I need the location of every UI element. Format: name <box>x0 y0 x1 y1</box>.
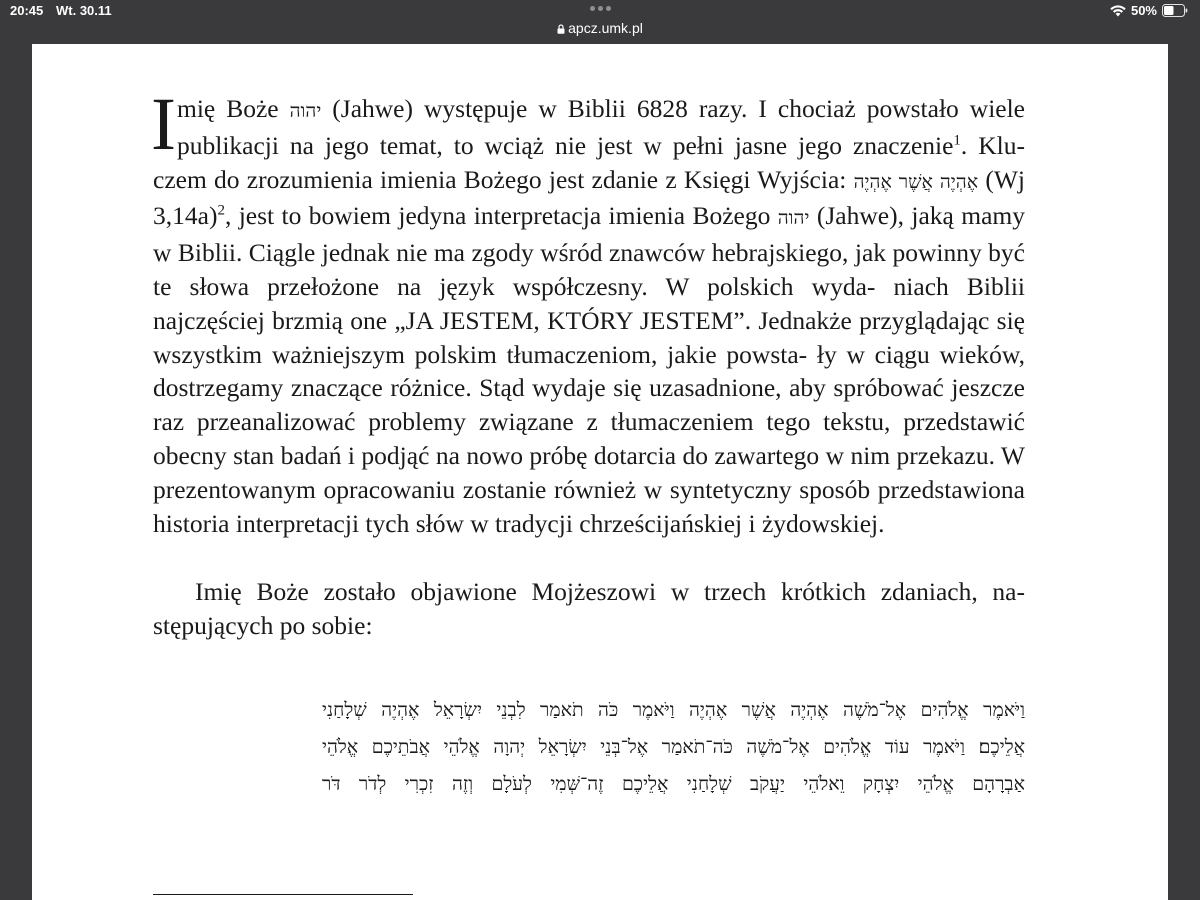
document-page[interactable] <box>32 44 1168 900</box>
hebrew-line-1: וַיֹּאמֶר אֱלֹהִים אֶל־מֹשֶׁה אֶהְיֶה אֲשֶׁר אֶהְיֶה וַיֹּאמֶר כֹּה תֹאמַר לִבְנֵי יִשְׂרָאֵל אֶהְיֶה שְׁלָחַנִי <box>322 699 1025 721</box>
p1-l6: niach Biblii najczęściej brzmią one „JA JESTEM, KTÓRY JESTEM”. Jednakże <box>153 271 1025 335</box>
body-text <box>151 83 1026 643</box>
p1-l0-a: mię Boże <box>176 94 290 123</box>
wifi-icon <box>1110 5 1126 17</box>
p1-l13: chrześcijańskiej i żydowskiej. <box>579 508 885 538</box>
hebrew-tetragrammaton: יהוה <box>289 100 322 122</box>
p1-l9: aby spróbować jeszcze raz przeanalizować problemy związane z tłumaczeniem <box>153 373 1025 437</box>
status-right <box>1110 3 1188 18</box>
p1-l3-c: (Jahwe), <box>809 201 904 231</box>
dot <box>606 6 611 11</box>
drop-cap: I <box>151 83 176 166</box>
footnote-ref-2[interactable]: 2 <box>217 202 225 219</box>
status-time: 20:45 <box>10 3 44 18</box>
p1-l1-b: . Klu- <box>960 130 1025 160</box>
p1-l3-a: (Wj 3,14a) <box>153 164 1026 231</box>
dot <box>590 6 595 11</box>
hebrew-line-2: אֲלֵיכֶם׃ וַיֹּאמֶר עוֹד אֱלֹהִים אֶל־מֹשֶׁה כֹּה־תֹאמַר אֶל־בְּנֵי יִשְׂרָאֵל יְהוָה אֱלֹהֵי אֲבֹתֵיכֶם אֱלֹהֵי <box>322 736 1025 758</box>
lock-icon <box>557 21 565 31</box>
hebrew-tetragrammaton-2: יהוה <box>777 207 810 230</box>
browser-url-bar[interactable] <box>0 22 1200 44</box>
battery-icon <box>1162 4 1188 17</box>
p1-l0-b: (Jahwe) występuje w Biblii 6828 razy. I chociaż powstało wiele <box>321 94 1025 123</box>
url-text: apcz.umk.pl <box>568 20 643 36</box>
paragraph-2 <box>153 575 1025 643</box>
p1-l11: zawartego w nim przekazu. W prezentowanym opracowaniu zostanie również <box>153 440 1025 504</box>
p1-l3-b: , jest to bowiem jedyna interpretacja imienia Bożego <box>224 201 778 231</box>
tab-overview-dots[interactable] <box>588 6 612 12</box>
battery-percent: 50% <box>1130 3 1157 18</box>
p2-l0: Imię Boże zostało objawione Mojżeszowi w trzech krótkich zdaniach, na- <box>195 577 1025 607</box>
p1-l7: przyglądając się wszystkim ważniejszym polskim tłumaczeniom, jakie powsta- <box>153 305 1026 369</box>
dot <box>598 6 603 11</box>
address-field[interactable] <box>0 20 1200 36</box>
hebrew-line-3: אַבְרָהָם אֱלֹהֵי יִצְחָק וֵאלֹהֵי יַעֲקֹב שְׁלָחַנִי אֲלֵיכֶם זֶה־שְּׁמִי לְעֹלָם וְזֶה זִכְרִי לְדֹר דֹּר <box>322 773 1025 795</box>
p1-l2-a: czem do zrozumienia imienia Bożego jest zdanie z Księgi Wyjścia: <box>153 164 854 194</box>
p1-l4: jaką mamy w Biblii. Ciągle jednak nie ma zgody wśród znawców hebrajskiego, <box>153 201 1025 268</box>
footnote-separator <box>153 894 413 895</box>
p1-l1-a: publikacji na jego temat, to wciąż nie jest w pełni jasne jego znaczenie <box>176 130 954 160</box>
hebrew-quote-block <box>322 692 1025 803</box>
p2-l1: stępujących po sobie: <box>153 611 373 641</box>
p1-l5: jak powinny być te słowa przełożone na język współczesny. W polskich wyda- <box>153 238 1025 301</box>
p1-l8: ły w ciągu wieków, dostrzegamy znaczące różnice. Stąd wydaje się uzasadnione, <box>153 339 1025 403</box>
hebrew-ehyeh-phrase: אֶהְיֶה אֲשֶׁר אֶהְיֶה <box>853 170 979 193</box>
status-date: Wt. 30.11 <box>56 3 112 18</box>
footnote-ref-1[interactable]: 1 <box>953 132 961 149</box>
paragraph-1 <box>151 83 1026 540</box>
p1-l10: tego tekstu, przedstawić obecny stan badań i podjąć na nowo próbę dotarcia do <box>153 407 1025 470</box>
p1-l12: w syntetyczny sposób przedstawiona historia interpretacji tych słów w tradycji <box>153 474 1025 538</box>
